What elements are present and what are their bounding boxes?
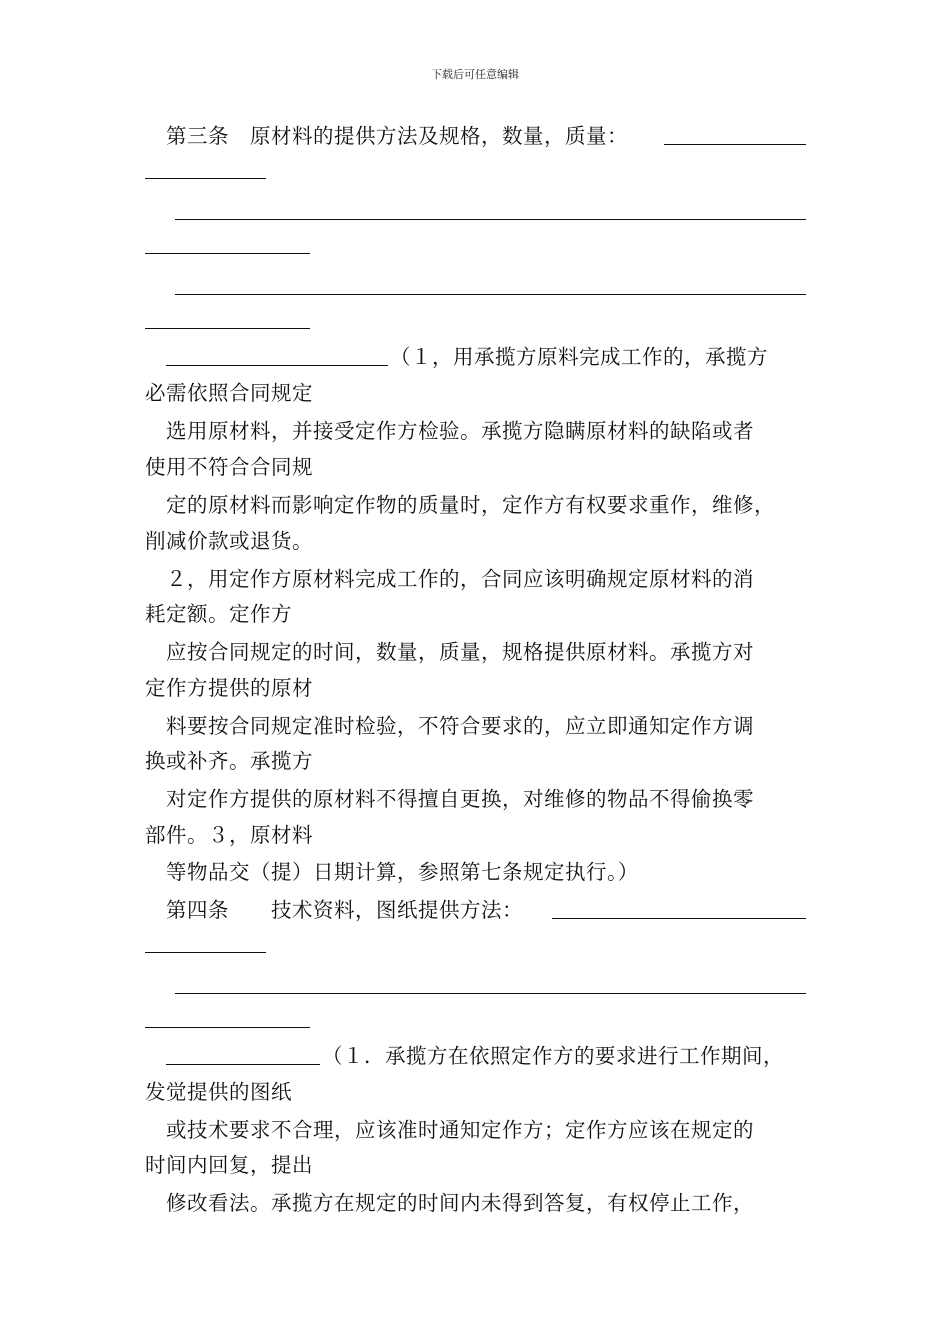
fill-blank [664, 144, 806, 145]
article-3-heading: 第三条 原材料的提供方法及规格，数量，质量： [166, 124, 628, 148]
body-text: 等物品交（提）日期计算，参照第七条规定执行。） [166, 860, 639, 884]
fill-blank [166, 365, 388, 366]
article-4-heading: 第四条 技术资料，图纸提供方法： [166, 898, 523, 922]
fill-blank [175, 219, 806, 220]
page-header: 下载后可任意编辑 [431, 68, 519, 81]
fill-blank [166, 1064, 320, 1065]
body-text: 定的原材料而影响定作物的质量时，定作方有权要求重作，维修， [166, 493, 775, 517]
fill-blank [145, 952, 266, 953]
body-text: 发觉提供的图纸 [145, 1080, 292, 1104]
fill-blank [145, 253, 310, 254]
body-text: 对定作方提供的原材料不得擅自更换，对维修的物品不得偷换零 [166, 787, 754, 811]
body-text: 时间内回复，提出 [145, 1153, 313, 1177]
body-text: ２，用定作方原材料完成工作的，合同应该明确规定原材料的消 [166, 567, 754, 591]
body-text: （１，用承揽方原料完成工作的，承揽方 [390, 345, 768, 369]
body-text: 定作方提供的原材 [145, 676, 313, 700]
body-text: 料要按合同规定准时检验，不符合要求的，应立即通知定作方调 [166, 714, 754, 738]
body-text: 换或补齐。承揽方 [145, 749, 313, 773]
body-text: 选用原材料，并接受定作方检验。承揽方隐瞒原材料的缺陷或者 [166, 419, 754, 443]
body-text: 削减价款或退货。 [145, 529, 313, 553]
fill-blank [175, 294, 806, 295]
body-text: 应按合同规定的时间，数量，质量，规格提供原材料。承揽方对 [166, 640, 754, 664]
fill-blank [145, 328, 310, 329]
body-text: （１．承揽方在依照定作方的要求进行工作期间， [322, 1044, 784, 1068]
fill-blank [552, 918, 806, 919]
body-text: 修改看法。承揽方在规定的时间内未得到答复，有权停止工作， [166, 1191, 754, 1215]
fill-blank [175, 993, 806, 994]
body-text: 使用不符合合同规 [145, 455, 313, 479]
body-text: 必需依照合同规定 [145, 381, 313, 405]
fill-blank [145, 1027, 310, 1028]
body-text: 耗定额。定作方 [145, 602, 292, 626]
body-text: 部件。３，原材料 [145, 823, 313, 847]
body-text: 或技术要求不合理，应该准时通知定作方；定作方应该在规定的 [166, 1118, 754, 1142]
fill-blank [145, 178, 266, 179]
